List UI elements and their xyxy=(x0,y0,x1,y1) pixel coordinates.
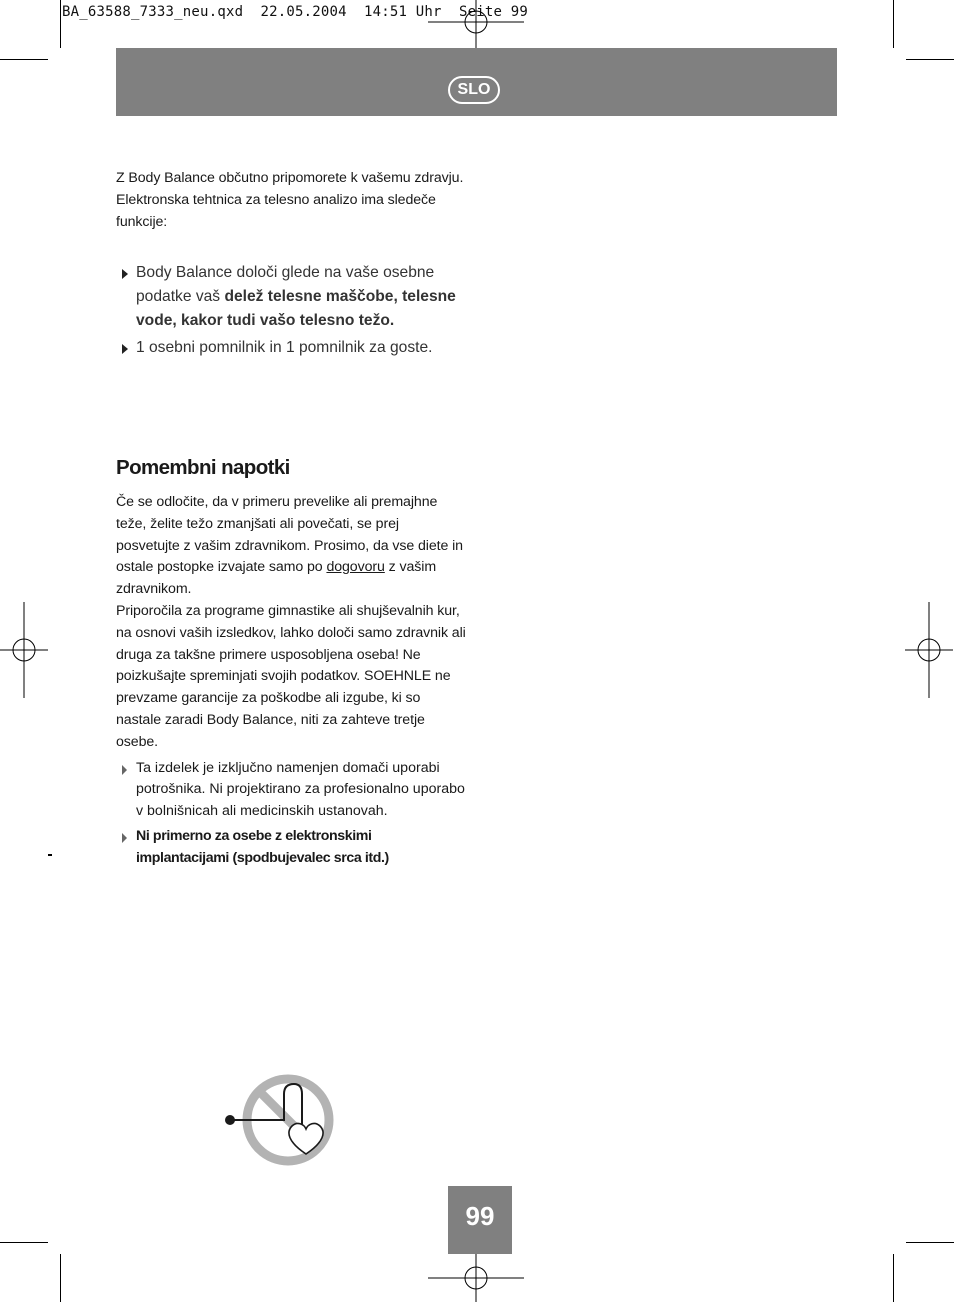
triangle-bullet-icon xyxy=(122,344,128,354)
crop-mark-top-left-v xyxy=(60,0,61,48)
page-number: 99 xyxy=(448,1186,512,1254)
slug-page: Seite 99 xyxy=(458,4,528,20)
notes-paragraph-1 xyxy=(116,492,466,601)
registration-mark-right xyxy=(904,602,954,700)
slug-time: 14:51 Uhr xyxy=(364,4,442,20)
section-heading: Pomembni napotki xyxy=(116,456,290,479)
triangle-bullet-icon xyxy=(122,833,127,843)
notes-bullet-text: Ni primerno za osebe z elektronskimi implantacijami (spodbujevalec srca itd.) xyxy=(136,827,389,866)
notes-bullet xyxy=(116,826,466,870)
notes-paragraph-1-text: Če se odločite, da v primeru prevelike ali premajhne teže, želite težo zmanjšati ali povečati, se prej posvetujte z vašim zdravnikom. Prosimo, da vse diete in ostale postopke izvajate samo po xyxy=(116,494,463,576)
notes-bullet xyxy=(116,758,466,823)
registration-mark-bottom xyxy=(428,1254,526,1302)
feature-text: 1 osebni pomnilnik in 1 pomnilnik za goste. xyxy=(136,339,433,356)
crop-mark-top-right-v xyxy=(893,0,894,48)
feature-item xyxy=(116,336,466,360)
registration-mark-top xyxy=(428,0,526,48)
crop-mark-bottom-right-v xyxy=(893,1254,894,1302)
triangle-bullet-icon xyxy=(122,765,127,775)
intro-section xyxy=(116,168,466,233)
notes-bullet-text: Ta izdelek je izključno namenjen domači uporabi potrošnika. Ni projektirano za profesionalno uporabo v bolnišnicah ali medicinskih ustanovah. xyxy=(136,759,465,820)
feature-text-bold: delež telesne maščobe, telesne vode, kakor tudi vašo telesno težo. xyxy=(136,288,456,329)
feature-list xyxy=(116,261,466,360)
important-notes-section xyxy=(116,492,466,870)
intro-text: Z Body Balance občutno pripomorete k vašemu zdravju. Elektronska tehtnica za telesno analizo ima sledeče funkcije: xyxy=(116,170,464,230)
slug-file: BA_63588_7333_neu.qxd xyxy=(62,4,244,20)
crop-mark-bottom-left-v xyxy=(60,1254,61,1302)
no-pacemaker-icon xyxy=(222,1072,338,1172)
language-badge: SLO xyxy=(448,76,500,104)
notes-paragraph-2: Priporočila za programe gimnastike ali shujševalnih kur, na osnovi vaših izsledkov, lahko določi samo zdravnik ali druga za takšne primere usposobljena oseba! Ne poizkušajte spreminjati svojih podatkov. SOEHNLE ne prevzame garancije za poškodbe ali izgube, ki so nastale zaradi Body Balance, niti za zahteve tretje osebe. xyxy=(116,602,466,750)
feature-item xyxy=(116,261,466,333)
crop-mark-bottom-left-h xyxy=(0,1242,48,1243)
underlined-word: dogovoru xyxy=(326,559,385,576)
margin-mark xyxy=(48,854,52,856)
registration-mark-left xyxy=(0,602,50,700)
feature-text: Body Balance določi glede na vaše osebne podatke vaš xyxy=(136,264,435,305)
crop-mark-top-left-h xyxy=(0,59,48,60)
triangle-bullet-icon xyxy=(122,269,128,279)
slug-date: 22.05.2004 xyxy=(260,4,347,20)
crop-mark-top-right-h xyxy=(906,59,954,60)
notes-paragraph-1-end: z vašim zdravnikom. xyxy=(116,559,437,598)
crop-mark-bottom-right-h xyxy=(906,1242,954,1243)
